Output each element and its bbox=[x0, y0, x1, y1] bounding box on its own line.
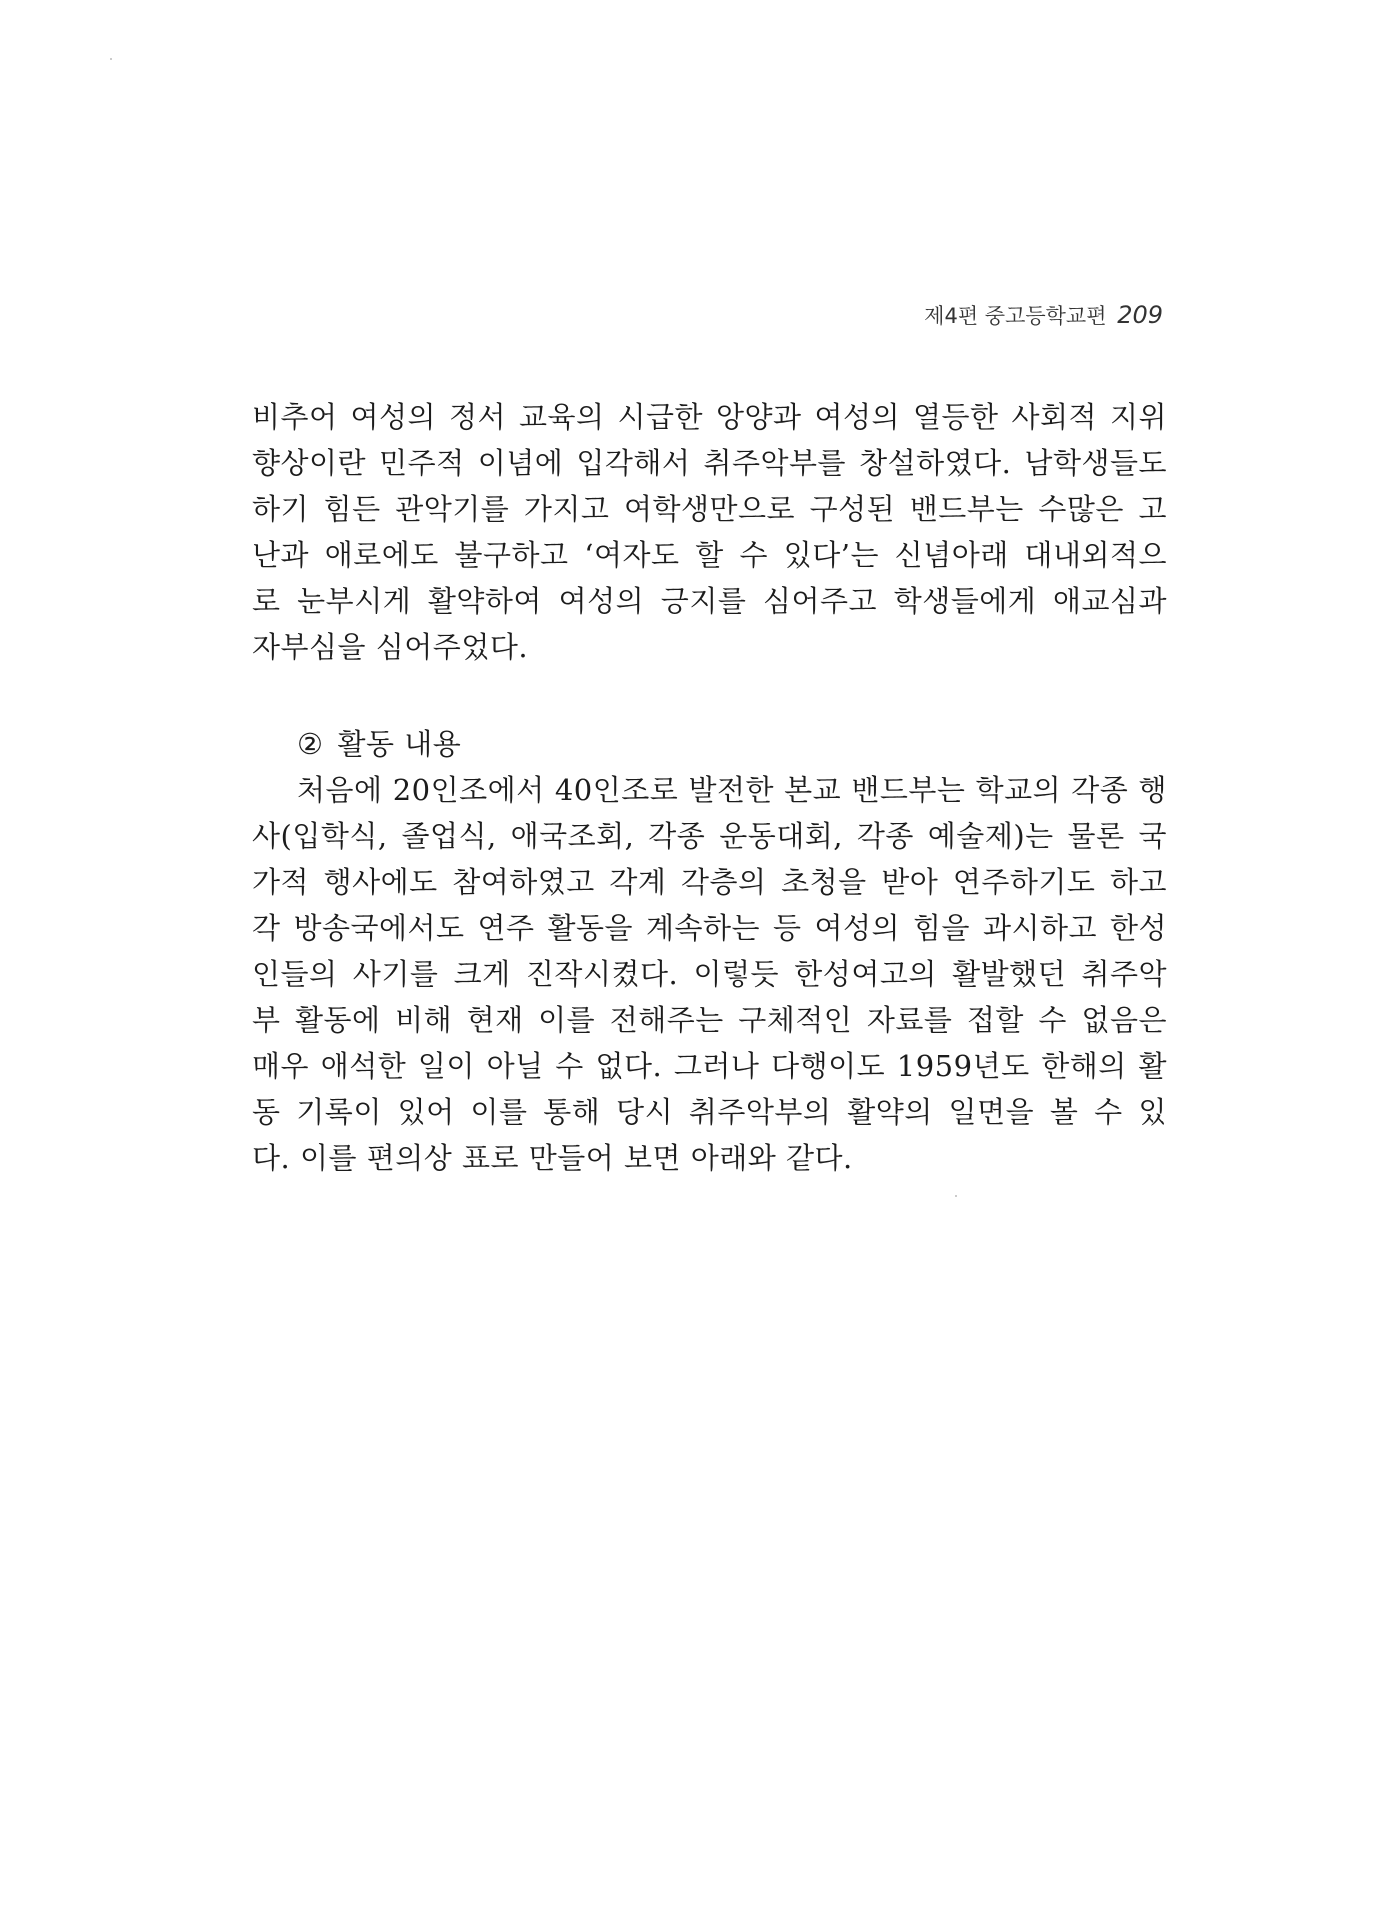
paragraph-line: 다. 이를 편의상 표로 만들어 보면 아래와 같다. bbox=[252, 1141, 853, 1175]
paragraph-line: 자부심을 심어주었다. bbox=[252, 630, 529, 664]
page-number: 209 bbox=[1117, 301, 1163, 329]
paragraph-line: 동 기록이 있어 이를 통해 당시 취주악부의 활약의 일면을 볼 수 있 bbox=[252, 1095, 1167, 1129]
paragraph-line: 로 눈부시게 활약하여 여성의 긍지를 심어주고 학생들에게 애교심과 bbox=[252, 584, 1167, 618]
paragraph-line: 하기 힘든 관악기를 가지고 여학생만으로 구성된 밴드부는 수많은 고 bbox=[252, 492, 1167, 526]
paragraph-line: 난과 애로에도 불구하고 ‘여자도 할 수 있다’는 신념아래 대내외적으 bbox=[252, 538, 1167, 572]
paragraph-line: 비추어 여성의 정서 교육의 시급한 앙양과 여성의 열등한 사회적 지위 bbox=[252, 400, 1167, 434]
paragraph-line: 각 방송국에서도 연주 활동을 계속하는 등 여성의 힘을 과시하고 한성 bbox=[252, 911, 1167, 945]
scan-speck bbox=[110, 58, 112, 60]
body-paragraph-1 bbox=[252, 394, 1167, 670]
body-paragraph-2 bbox=[252, 767, 1167, 1181]
running-header bbox=[924, 300, 1163, 330]
paragraph-line: 부 활동에 비해 현재 이를 전해주는 구체적인 자료를 접할 수 없음은 bbox=[252, 1003, 1167, 1037]
section-title: 활동 내용 bbox=[337, 727, 462, 761]
section-number-marker: ② bbox=[297, 727, 324, 761]
section-heading-block bbox=[252, 721, 1167, 767]
paragraph-line: 사(입학식, 졸업식, 애국조회, 각종 운동대회, 각종 예술제)는 물론 국 bbox=[252, 819, 1167, 853]
paragraph-line: 매우 애석한 일이 아닐 수 없다. 그러나 다행이도 1959년도 한해의 활 bbox=[252, 1049, 1167, 1083]
paragraph-line: 인들의 사기를 크게 진작시켰다. 이렇듯 한성여고의 활발했던 취주악 bbox=[252, 957, 1167, 991]
scan-speck bbox=[955, 1195, 957, 1197]
paragraph-line: 가적 행사에도 참여하였고 각계 각층의 초청을 받아 연주하기도 하고 bbox=[252, 865, 1167, 899]
paragraph-line: 처음에 20인조에서 40인조로 발전한 본교 밴드부는 학교의 각종 행 bbox=[297, 773, 1167, 807]
section-heading bbox=[252, 721, 1167, 767]
running-header-section-title: 제4편 중고등학교편 bbox=[924, 304, 1107, 328]
paragraph-line: 향상이란 민주적 이념에 입각해서 취주악부를 창설하였다. 남학생들도 bbox=[252, 446, 1167, 480]
